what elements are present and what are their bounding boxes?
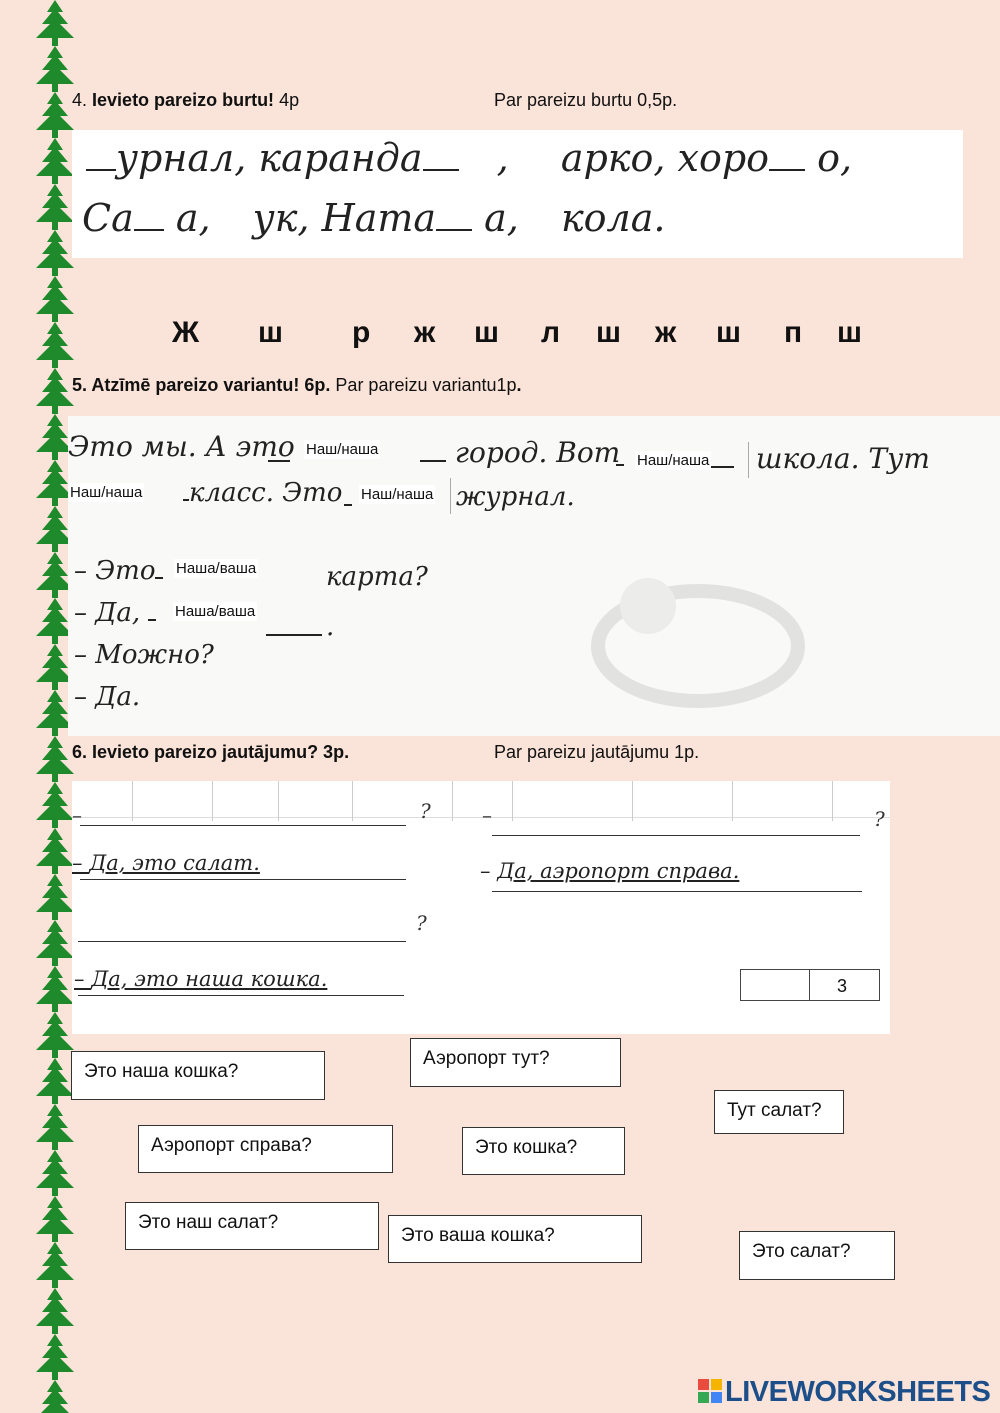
underline	[268, 460, 290, 462]
blank-7[interactable]	[436, 229, 472, 231]
task5-scoring: Par pareizu variantu1p	[335, 375, 517, 395]
tree-icon	[36, 368, 74, 414]
tree-icon	[36, 1288, 74, 1334]
task4-points: 4p	[279, 90, 300, 110]
word: урнал,	[116, 136, 247, 180]
dialog-line1: – Это	[74, 556, 163, 586]
select-option-4[interactable]: Наш/наша	[361, 486, 434, 503]
letter-9[interactable]: ш	[716, 316, 742, 349]
question-mark: ?	[416, 911, 427, 935]
task4-heading	[72, 90, 299, 111]
underline	[616, 464, 624, 466]
word: Са	[82, 196, 134, 240]
answer-line-1[interactable]	[80, 825, 406, 826]
blank-1[interactable]	[86, 169, 116, 171]
task5-line1a: Это мы. А это	[68, 430, 295, 463]
tree-icon	[36, 1334, 74, 1380]
answer-1: – Да, это салат.	[72, 851, 260, 875]
dialog-line1-end: карта?	[326, 562, 428, 592]
letter-5[interactable]: ш	[474, 316, 500, 349]
word: а,	[175, 196, 211, 240]
underline	[344, 504, 352, 506]
divider	[450, 478, 451, 514]
word: арко,	[560, 136, 666, 180]
word: а,	[484, 196, 519, 240]
letter-4[interactable]: ж	[414, 316, 436, 349]
letter-3[interactable]: р	[352, 316, 371, 349]
answer-line-2[interactable]	[492, 835, 860, 836]
choice-8[interactable]: Это салат?	[739, 1231, 895, 1280]
word: хоро	[677, 136, 770, 180]
answer-line-3[interactable]	[78, 941, 406, 942]
select-option-6[interactable]: Наша/ваша	[175, 603, 256, 620]
tree-icon	[36, 1242, 74, 1288]
comma: ,	[496, 136, 509, 180]
tree-icon	[36, 322, 74, 368]
tree-icon	[36, 1380, 74, 1413]
tree-icon	[36, 1196, 74, 1242]
word: каранда	[258, 136, 423, 180]
dialog-line3: – Можно?	[74, 640, 214, 670]
select-option-1[interactable]: Наш/наша	[306, 441, 379, 458]
tree-icon	[36, 230, 74, 276]
task4-scan	[72, 130, 963, 258]
task5-heading	[72, 375, 522, 396]
task5-line1c: школа. Тут	[756, 442, 930, 475]
choice-5[interactable]: Это кошка?	[462, 1127, 625, 1175]
blank-5[interactable]	[134, 229, 164, 231]
answer-2: – Да, аэропорт справа.	[480, 859, 740, 883]
dialog-line2-end: .	[326, 612, 335, 642]
tree-icon	[36, 736, 74, 782]
tree-icon	[36, 966, 74, 1012]
logo-text: LIVEWORKSHEETS	[725, 1376, 991, 1408]
task6-heading	[72, 742, 349, 763]
letter-2[interactable]: ш	[258, 316, 284, 349]
faint-grid	[72, 781, 890, 818]
choice-6[interactable]: Это наш салат?	[125, 1202, 379, 1250]
tree-icon	[36, 138, 74, 184]
divider	[748, 442, 749, 478]
tree-icon	[36, 828, 74, 874]
task5-line2a: класс. Это	[183, 478, 342, 508]
faint-background-drawing	[568, 566, 828, 736]
tree-icon	[36, 920, 74, 966]
tree-icon	[36, 1012, 74, 1058]
dash: –	[72, 803, 82, 827]
question-mark: ?	[420, 799, 431, 823]
task5-title: 5. Atzīmē pareizo variantu! 6p.	[72, 375, 331, 395]
choice-4[interactable]: Аэропорт справа?	[138, 1125, 393, 1173]
letter-11[interactable]: ш	[837, 316, 863, 349]
logo-mark-icon	[697, 1378, 723, 1404]
underline	[78, 995, 404, 996]
task5-line2b: журнал.	[456, 482, 575, 512]
underline	[80, 879, 406, 880]
tree-icon	[36, 1150, 74, 1196]
choice-1[interactable]: Это наша кошка?	[71, 1051, 325, 1100]
select-option-3[interactable]: Наш/наша	[70, 484, 143, 501]
blank-4[interactable]	[769, 169, 805, 171]
letter-10[interactable]: п	[784, 316, 803, 349]
task6-scoring: Par pareizu jautājumu 1p.	[494, 742, 700, 762]
task4-line2	[82, 196, 665, 240]
letter-8[interactable]: ж	[655, 316, 677, 349]
liveworksheets-logo	[697, 1376, 990, 1409]
tree-icon	[36, 184, 74, 230]
task5-line1b: город. Вот	[420, 436, 620, 469]
word: ук,	[252, 196, 310, 240]
select-option-2[interactable]: Наш/наша	[637, 452, 710, 469]
dash: –	[482, 803, 492, 827]
tree-icon	[36, 92, 74, 138]
tree-icon	[36, 0, 74, 46]
select-option-5[interactable]: Наша/ваша	[176, 560, 257, 577]
letter-7[interactable]: ш	[596, 316, 622, 349]
word: кола.	[560, 196, 666, 240]
tree-icon	[36, 46, 74, 92]
letter-6[interactable]: л	[541, 316, 561, 349]
task6-scan	[72, 781, 890, 1034]
task4-line1	[86, 136, 852, 180]
tree-icon	[36, 276, 74, 322]
choice-7[interactable]: Это ваша кошка?	[388, 1215, 642, 1263]
blank-2[interactable]	[423, 169, 459, 171]
score-value: 3	[837, 976, 848, 996]
tree-icon	[36, 874, 74, 920]
underline	[266, 634, 322, 636]
task4-scoring: Par pareizu burtu 0,5p.	[494, 90, 678, 110]
choice-3[interactable]: Тут салат?	[714, 1090, 844, 1134]
answer-3: – Да, это наша кошка.	[74, 967, 328, 991]
question-mark: ?	[874, 807, 885, 831]
task6-title: 6. Ievieto pareizo jautājumu? 3p.	[72, 742, 350, 762]
choice-2[interactable]: Аэропорт тут?	[410, 1038, 621, 1087]
underline	[492, 891, 862, 892]
dialog-line4: – Да.	[74, 682, 141, 712]
word: Ната	[321, 196, 437, 240]
score-box	[740, 969, 880, 1001]
tree-icon	[36, 782, 74, 828]
dot: .	[516, 375, 522, 395]
letter-1[interactable]: Ж	[172, 316, 200, 349]
tree-icon	[36, 1058, 74, 1104]
task4-number: 4.	[72, 90, 88, 110]
task4-title: Ievieto pareizo burtu!	[92, 90, 275, 110]
word: о,	[817, 136, 853, 180]
tree-icon	[36, 1104, 74, 1150]
dialog-line2: – Да,	[74, 598, 156, 628]
